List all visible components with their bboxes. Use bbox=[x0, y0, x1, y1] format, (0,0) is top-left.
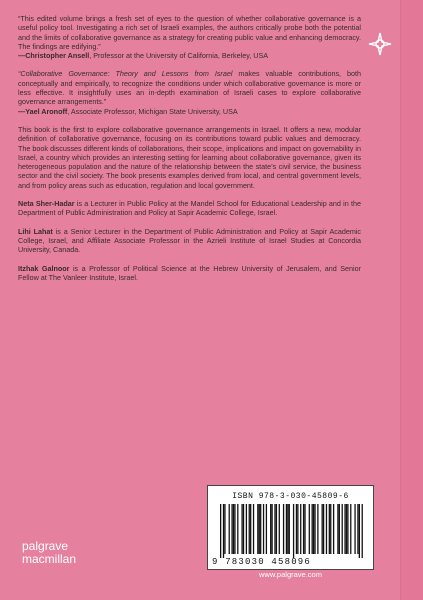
barcode-bar bbox=[271, 504, 272, 554]
spine-edge bbox=[400, 0, 423, 600]
barcode-bar bbox=[231, 504, 232, 554]
barcode-bar bbox=[283, 504, 284, 554]
barcode-bar bbox=[229, 504, 230, 554]
barcode-bar bbox=[250, 504, 251, 554]
barcode-bar bbox=[274, 504, 275, 554]
author-bio-text: is a Senior Lecturer in the Department of Public Administration and Policy at Sapir Academic College, Israel, and Affiliate Associate Professor in the Azrieli Institute of Israel Studies at Concordia University, Canada. bbox=[18, 226, 361, 255]
back-cover-text bbox=[18, 14, 361, 291]
publisher-website: www.palgrave.com bbox=[259, 570, 322, 579]
author-bio-text: is a Lecturer in Public Policy at the Mandel School for Educational Leadership and in the Department of Public Administration and Policy at Sapir Academic College, Israel. bbox=[18, 199, 361, 218]
barcode-bar bbox=[330, 504, 331, 554]
barcode-bar bbox=[357, 504, 358, 554]
barcode-bar bbox=[243, 504, 244, 554]
barcode-bar bbox=[326, 504, 327, 554]
barcode-bar bbox=[237, 504, 238, 554]
endorsement-attribution-1 bbox=[18, 51, 361, 60]
barcode-bar bbox=[224, 504, 225, 554]
endorsement-quote-2 bbox=[18, 69, 361, 106]
publisher-name-line-1: palgrave bbox=[22, 539, 69, 553]
barcode-bar bbox=[286, 504, 287, 554]
author-bio-text: is a Professor of Political Science at the Hebrew University of Jerusalem, and Senior Fellow at The Vanleer Institute, Israel. bbox=[18, 263, 362, 282]
barcode-bar bbox=[276, 504, 277, 554]
barcode-bar bbox=[314, 504, 315, 554]
barcode-bar bbox=[241, 504, 242, 554]
palgrave-logo-icon bbox=[366, 30, 394, 58]
publisher-name-line-2: macmillan bbox=[22, 552, 77, 566]
quote-2-author: —Yael Aronoff bbox=[18, 106, 68, 116]
author-bio bbox=[18, 264, 361, 283]
barcode-bar bbox=[337, 504, 338, 554]
barcode-bar bbox=[293, 504, 294, 558]
barcode-bar bbox=[220, 504, 221, 558]
barcode-bar bbox=[300, 504, 301, 554]
barcode-bar bbox=[359, 504, 360, 558]
author-name: Neta Sher-Hadar bbox=[18, 199, 75, 209]
barcode-bar bbox=[270, 504, 271, 554]
barcode-bar bbox=[317, 504, 318, 554]
barcode-bar bbox=[233, 504, 234, 554]
barcode-bar bbox=[312, 504, 313, 554]
quote-2-text: makes valuable contributions, both conceptually and empirically, to recognize the conditions under which collaborative governance is more or less effective. It insightfully uses an in-depth examination of Israeli cases to explore collaborative governance arrangements.” bbox=[18, 69, 361, 107]
barcode-bar bbox=[234, 504, 235, 554]
barcode-bar bbox=[279, 504, 280, 554]
barcode-bar bbox=[350, 504, 351, 554]
barcode-bar bbox=[347, 504, 348, 554]
book-description: This book is the first to explore collaborative governance arrangements in Israel. It offers a new, modular definition of collaborative governance, focusing on its contributions toward public values and democracy. The book discusses different kinds of collaborations, their scope, implications and impact on governability in Israel, a country which provides an interesting setting for learning about collaborative governance, given its heterogeneous population and the nature of the relationship between the state’s civil service, the business sector and the civil society. The book presents examples derived from local, and central government levels, and from policy areas such as education, regulation and local government. bbox=[18, 124, 361, 190]
barcode-bar bbox=[329, 504, 330, 554]
author-bio bbox=[18, 227, 361, 255]
barcode-bar bbox=[266, 504, 267, 554]
endorsement-attribution-2 bbox=[18, 107, 361, 116]
barcode-bar bbox=[260, 504, 261, 554]
barcode-bar bbox=[333, 504, 334, 554]
quote-1-affiliation: , Professor at the University of California, Berkeley, USA bbox=[89, 51, 269, 61]
barcode-bar bbox=[223, 504, 224, 558]
barcode-bar bbox=[253, 504, 254, 554]
barcode-bar bbox=[322, 504, 323, 554]
barcode-bar bbox=[259, 504, 260, 554]
barcode-bar bbox=[263, 504, 264, 554]
barcode-bar bbox=[304, 504, 305, 554]
author-bio bbox=[18, 199, 361, 218]
barcode-bar bbox=[323, 504, 324, 554]
barcode-digits: 9 783030 458096 bbox=[212, 557, 312, 567]
barcode-bar bbox=[346, 504, 347, 554]
quote-2-affiliation: , Associate Professor, Michigan State University, USA bbox=[67, 106, 238, 116]
barcode-bar bbox=[339, 504, 340, 554]
publisher-logo bbox=[22, 540, 76, 566]
endorsement-quote-1 bbox=[18, 14, 361, 51]
barcode-icon bbox=[220, 504, 363, 558]
barcode-bar bbox=[344, 504, 345, 554]
barcode-bar bbox=[362, 504, 363, 558]
isbn-label: ISBN 978-3-030-45809-6 bbox=[232, 492, 349, 501]
barcode-bar bbox=[296, 504, 297, 554]
barcode-bar bbox=[342, 504, 343, 554]
barcode-bar bbox=[257, 504, 258, 554]
barcode-bar bbox=[309, 504, 310, 554]
author-name: Lihi Lahat bbox=[18, 226, 53, 236]
barcode-bar bbox=[297, 504, 298, 554]
barcode-bar bbox=[249, 504, 250, 554]
quote-1-author: —Christopher Ansell bbox=[18, 51, 90, 61]
barcode-bar bbox=[246, 504, 247, 554]
isbn-barcode bbox=[207, 485, 374, 570]
barcode-bar bbox=[313, 504, 314, 554]
barcode-bar bbox=[354, 504, 355, 554]
quote-1-text: “This edited volume brings a fresh set of eyes to the question of whether collaborative governance is a useful policy tool. Investigating a rich set of Israeli examples, the authors critically probe both the potential and the limits of collaborative governance as a strategy for creating public value and enhancing democracy. The findings are edifying.” bbox=[18, 14, 361, 51]
barcode-bar bbox=[303, 504, 304, 554]
barcode-bar bbox=[287, 504, 288, 554]
quote-2-book-title: “Collaborative Governance: Theory and Lessons from Israel bbox=[18, 69, 233, 79]
author-name: Itzhak Galnoor bbox=[18, 263, 70, 273]
barcode-bar bbox=[289, 504, 290, 554]
